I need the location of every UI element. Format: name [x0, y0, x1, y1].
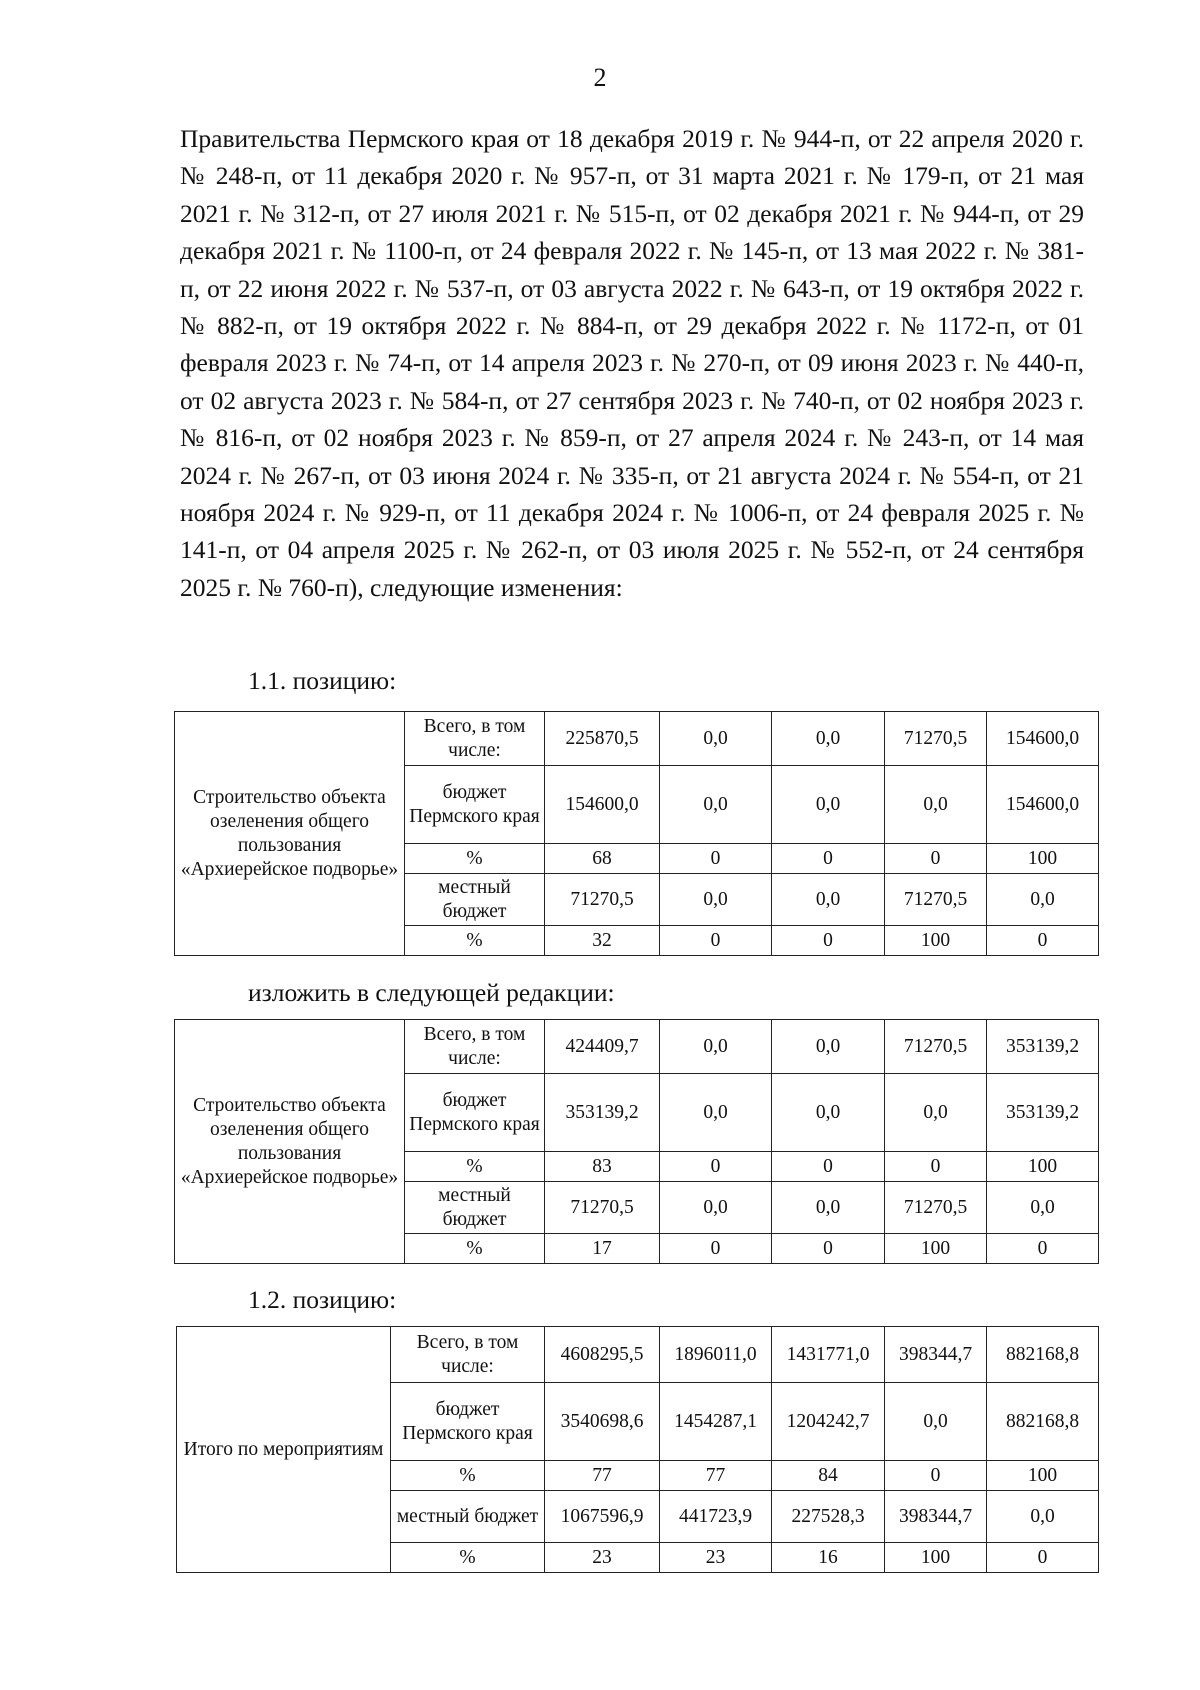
value-cell: 154600,0 [987, 766, 1099, 844]
value-cell: 0 [885, 844, 987, 874]
value-cell: 424409,7 [545, 1020, 660, 1074]
value-cell: 0,0 [772, 1020, 885, 1074]
value-cell: 71270,5 [885, 1182, 987, 1234]
funding-source-cell: местный бюджет [405, 1182, 545, 1234]
clause-replace-heading: изложить в следующей редакции: [248, 978, 615, 1007]
table-old-position [174, 711, 1099, 956]
funding-source-cell: % [405, 926, 545, 956]
value-cell: 3540698,6 [545, 1383, 660, 1461]
table-row [175, 712, 1099, 766]
value-cell: 100 [987, 1461, 1099, 1491]
value-cell: 1454287,1 [660, 1383, 772, 1461]
value-cell: 0,0 [772, 712, 885, 766]
value-cell: 0,0 [885, 766, 987, 844]
funding-source-cell: местный бюджет [405, 874, 545, 926]
value-cell: 0,0 [885, 1074, 987, 1152]
value-cell: 77 [660, 1461, 772, 1491]
funding-source-cell: % [391, 1461, 545, 1491]
clause-1-1-heading: 1.1. позицию: [248, 666, 397, 695]
value-cell: 227528,3 [772, 1491, 885, 1543]
funding-source-cell: % [405, 1152, 545, 1182]
value-cell: 1204242,7 [772, 1383, 885, 1461]
value-cell: 0 [885, 1461, 987, 1491]
value-cell: 17 [545, 1234, 660, 1264]
value-cell: 23 [660, 1543, 772, 1573]
value-cell: 0,0 [660, 1020, 772, 1074]
value-cell: 84 [772, 1461, 885, 1491]
value-cell: 0,0 [772, 874, 885, 926]
table-row [175, 1020, 1099, 1074]
value-cell: 398344,7 [885, 1491, 987, 1543]
funding-source-cell: Всего, в том числе: [405, 712, 545, 766]
value-cell: 1067596,9 [545, 1491, 660, 1543]
value-cell: 353139,2 [987, 1074, 1099, 1152]
funding-source-cell: Всего, в том числе: [391, 1327, 545, 1383]
table-new-position [174, 1019, 1099, 1264]
value-cell: 0,0 [987, 1182, 1099, 1234]
value-cell: 0 [772, 844, 885, 874]
funding-source-cell: % [405, 844, 545, 874]
value-cell: 0 [660, 1234, 772, 1264]
value-cell: 100 [885, 926, 987, 956]
value-cell: 0 [987, 926, 1099, 956]
funding-source-cell: бюджет Пермского края [405, 1074, 545, 1152]
value-cell: 441723,9 [660, 1491, 772, 1543]
funding-source-cell: % [405, 1234, 545, 1264]
value-cell: 71270,5 [885, 1020, 987, 1074]
funding-source-cell: бюджет Пермского края [405, 766, 545, 844]
measure-name-cell: Строительство объекта озеленения общего пользования «Архиерейское подворье» [175, 1020, 405, 1264]
intro-paragraph: Правительства Пермского края от 18 декабря 2019 г. № 944-п, от 22 апреля 2020 г. № 248-п, от 11 декабря 2020 г. № 957-п, от 31 марта 2021 г. № 179-п, от 21 мая 2021 г. № 312-п, от 27 июля 2021 г. № 515-п, от 02 декабря 2021 г. № 944-п, от 29 декабря 2021 г. № 1100-п, от 24 февраля 2022 г. № 145-п, от 13 мая 2022 г. № 381-п, от 22 июня 2022 г. № 537-п, от 03 августа 2022 г. № 643-п, от 19 октября 2022 г. № 882-п, от 19 октября 2022 г. № 884-п, от 29 декабря 2022 г. № 1172-п, от 01 февраля 2023 г. № 74-п, от 14 апреля 2023 г. № 270-п, от 09 июня 2023 г. № 440-п, от 02 августа 2023 г. № 584-п, от 27 сентября 2023 г. № 740-п, от 02 ноября 2023 г. № 816-п, от 02 ноября 2023 г. № 859-п, от 27 апреля 2024 г. № 243-п, от 14 мая 2024 г. № 267-п, от 03 июня 2024 г. № 335-п, от 21 августа 2024 г. № 554-п, от 21 ноября 2024 г. № 929-п, от 11 декабря 2024 г. № 1006-п, от 24 февраля 2025 г. № 141-п, от 04 апреля 2025 г. № 262-п, от 03 июля 2025 г. № 552-п, от 24 сентября 2025 г. № 760-п), следующие изменения: [180, 124, 1084, 602]
value-cell: 68 [545, 844, 660, 874]
measure-name-cell: Итого по мероприятиям [177, 1327, 391, 1573]
value-cell: 71270,5 [545, 874, 660, 926]
value-cell: 0,0 [660, 766, 772, 844]
value-cell: 83 [545, 1152, 660, 1182]
value-cell: 23 [545, 1543, 660, 1573]
value-cell: 154600,0 [987, 712, 1099, 766]
value-cell: 353139,2 [545, 1074, 660, 1152]
value-cell: 0 [772, 1152, 885, 1182]
value-cell: 0,0 [987, 1491, 1099, 1543]
value-cell: 0,0 [660, 712, 772, 766]
value-cell: 0 [660, 926, 772, 956]
measure-name-cell: Строительство объекта озеленения общего пользования «Архиерейское подворье» [175, 712, 405, 956]
value-cell: 0 [772, 1234, 885, 1264]
value-cell: 225870,5 [545, 712, 660, 766]
value-cell: 16 [772, 1543, 885, 1573]
value-cell: 0,0 [987, 874, 1099, 926]
value-cell: 0 [772, 926, 885, 956]
value-cell: 100 [987, 1152, 1099, 1182]
value-cell: 0 [987, 1543, 1099, 1573]
value-cell: 882168,8 [987, 1327, 1099, 1383]
value-cell: 0 [660, 844, 772, 874]
value-cell: 154600,0 [545, 766, 660, 844]
value-cell: 100 [885, 1234, 987, 1264]
value-cell: 353139,2 [987, 1020, 1099, 1074]
table-row [177, 1327, 1099, 1383]
funding-source-cell: бюджет Пермского края [391, 1383, 545, 1461]
table-total-position [176, 1326, 1099, 1573]
value-cell: 0,0 [772, 1182, 885, 1234]
value-cell: 0 [660, 1152, 772, 1182]
value-cell: 100 [987, 844, 1099, 874]
value-cell: 71270,5 [885, 712, 987, 766]
funding-source-cell: % [391, 1543, 545, 1573]
value-cell: 32 [545, 926, 660, 956]
value-cell: 882168,8 [987, 1383, 1099, 1461]
value-cell: 0,0 [772, 1074, 885, 1152]
value-cell: 0,0 [660, 1182, 772, 1234]
page-number: 2 [593, 63, 607, 92]
value-cell: 0,0 [772, 766, 885, 844]
value-cell: 71270,5 [885, 874, 987, 926]
value-cell: 100 [885, 1543, 987, 1573]
value-cell: 0 [885, 1152, 987, 1182]
value-cell: 398344,7 [885, 1327, 987, 1383]
value-cell: 1896011,0 [660, 1327, 772, 1383]
clause-1-2-heading: 1.2. позицию: [248, 1285, 397, 1314]
value-cell: 4608295,5 [545, 1327, 660, 1383]
value-cell: 71270,5 [545, 1182, 660, 1234]
value-cell: 1431771,0 [772, 1327, 885, 1383]
funding-source-cell: местный бюджет [391, 1491, 545, 1543]
value-cell: 0,0 [660, 874, 772, 926]
value-cell: 0,0 [660, 1074, 772, 1152]
value-cell: 77 [545, 1461, 660, 1491]
value-cell: 0 [987, 1234, 1099, 1264]
funding-source-cell: Всего, в том числе: [405, 1020, 545, 1074]
value-cell: 0,0 [885, 1383, 987, 1461]
